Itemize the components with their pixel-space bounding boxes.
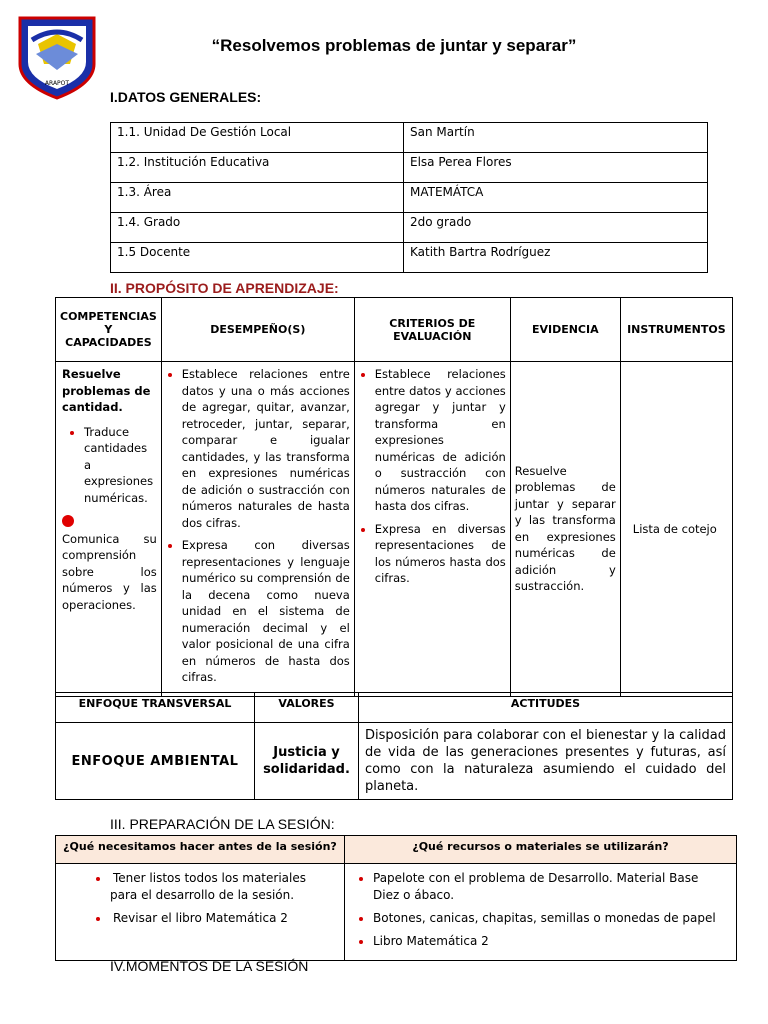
header-antes: ¿Qué necesitamos hacer antes de la sesión? <box>56 836 345 864</box>
list-item: • Tener listos todos los materiales para el desarrollo de la sesión. <box>62 870 336 904</box>
datos-key: 1.5 Docente <box>111 243 404 273</box>
list-item: • Revisar el libro Matemática 2 <box>62 910 336 927</box>
section-datos-generales: I.DATOS GENERALES: <box>110 89 262 105</box>
header-instrumentos: INSTRUMENTOS <box>620 298 732 362</box>
enfoque-nombre: ENFOQUE AMBIENTAL <box>56 723 255 800</box>
datos-value: MATEMÁTCA <box>404 183 708 213</box>
red-bullet-icon <box>62 515 74 527</box>
list-item: • Papelote con el problema de Desarrollo. Material Base Diez o ábaco. <box>373 870 728 904</box>
table-row <box>111 213 708 243</box>
desempeno-item: • Expresa con diversas representaciones y lenguaje numérico su comprensión de la decena como nueva unidad en el sistema de numeración decimal y el valor posicional de una cifra en números de hasta dos cifras. <box>182 537 350 686</box>
datos-key: 1.1. Unidad De Gestión Local <box>111 123 404 153</box>
header-competencias: COMPETENCIAS Y CAPACIDADES <box>56 298 162 362</box>
table-row <box>111 123 708 153</box>
enfoque-valor: Justicia y solidaridad. <box>255 723 359 800</box>
header-evidencia: EVIDENCIA <box>510 298 620 362</box>
table-row <box>111 153 708 183</box>
criterio-item: • Expresa en diversas representaciones de los números hasta dos cifras. <box>375 521 506 587</box>
section-momentos: IV.MOMENTOS DE LA SESIÓN <box>110 958 309 974</box>
table-row <box>111 243 708 273</box>
competencia-title: Resuelve problemas de cantidad. <box>62 367 151 414</box>
datos-key: 1.2. Institución Educativa <box>111 153 404 183</box>
capacidad-item: • Traduce cantidades a expresiones numéricas. <box>84 424 157 507</box>
datos-value: Elsa Perea Flores <box>404 153 708 183</box>
section-proposito: II. PROPÓSITO DE APRENDIZAJE: <box>110 280 339 296</box>
desempeno-item: • Establece relaciones entre datos y una o más acciones de agregar, quitar, avanzar, retroceder, juntar, separar, comparar e igualar cantidades, y las transforma en expresiones numéricas de adición o sustracción con números naturales de hasta dos cifras. <box>182 366 350 531</box>
datos-key: 1.4. Grado <box>111 213 404 243</box>
enfoque-actitud: Disposición para colaborar con el bienestar y la calidad de vida de las generaciones presentes y futuras, así como con la naturaleza asumiendo el cuidado del planeta. <box>359 723 733 800</box>
header-valores: VALORES <box>255 693 359 723</box>
school-logo <box>14 14 100 100</box>
criterio-item: • Establece relaciones entre datos y acciones agregar y juntar y transforma en expresiones numéricas de adición o sustracción con números naturales de hasta dos cifras. <box>375 366 506 515</box>
datos-key: 1.3. Área <box>111 183 404 213</box>
datos-value: San Martín <box>404 123 708 153</box>
table-row <box>111 183 708 213</box>
proposito-table <box>55 297 733 697</box>
document-title: “Resolvemos problemas de juntar y separar” <box>211 36 577 55</box>
enfoque-table <box>55 692 733 800</box>
datos-value: 2do grado <box>404 213 708 243</box>
instrumento-text: Lista de cotejo <box>620 362 732 697</box>
section-preparacion: III. PREPARACIÓN DE LA SESIÓN: <box>110 816 335 832</box>
preparacion-table <box>55 835 737 961</box>
datos-value: Katith Bartra Rodríguez <box>404 243 708 273</box>
header-recursos: ¿Qué recursos o materiales se utilizarán? <box>345 836 737 864</box>
header-criterios: CRITERIOS DE EVALUACIÓN <box>354 298 510 362</box>
svg-text:ARAPOT: ARAPOT <box>44 80 70 87</box>
list-item: • Libro Matemática 2 <box>373 933 728 950</box>
header-actitudes: ACTITUDES <box>359 693 733 723</box>
datos-generales-table <box>110 122 708 273</box>
header-desempenos: DESEMPEÑO(S) <box>161 298 354 362</box>
header-enfoque: ENFOQUE TRANSVERSAL <box>56 693 255 723</box>
list-item: • Botones, canicas, chapitas, semillas o monedas de papel <box>373 910 728 927</box>
evidencia-text: Resuelve problemas de juntar y separar y las transforma en expresiones numéricas de adición y sustracción. <box>510 362 620 697</box>
capacidad-item: Comunica su comprensión sobre los números y las operaciones. <box>62 531 157 612</box>
